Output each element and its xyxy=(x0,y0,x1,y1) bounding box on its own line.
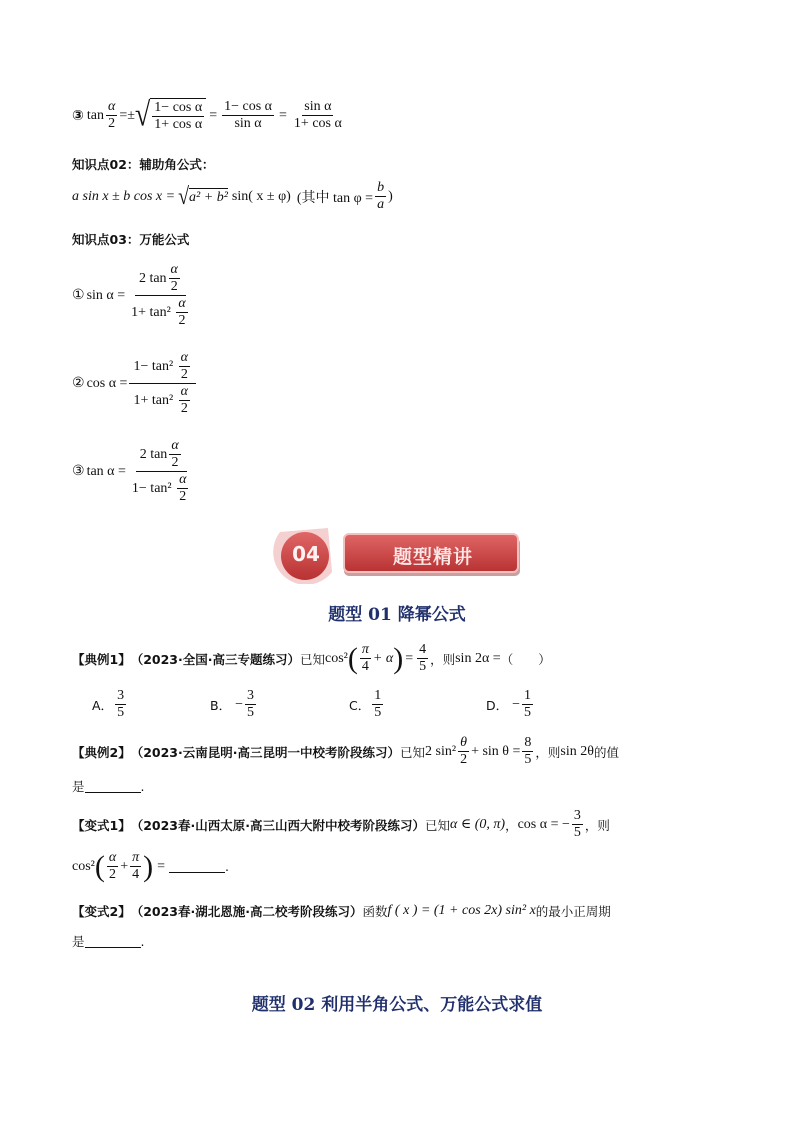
fraction-sin-over-1-plus-cos: $\frac{\text{sin α}}{\text{1+ cos α}}$ xyxy=(293,99,342,132)
big-fraction: 1− tan² $\frac{\alpha}{2}$ 1+ tan² $\frac{\alpha}{2}$ xyxy=(129,350,196,417)
formula-universal-tan: ③ tan α = 2 tan $\frac{\alpha}{2}$ 1− tan² $\frac{\alpha}{2}$ xyxy=(72,438,196,505)
variant-2-line2: 是 . xyxy=(72,933,145,949)
fraction-b-over-a: $\frac{b}{a}$ xyxy=(377,180,385,213)
example-2-tag: 【典例2】 xyxy=(72,744,131,760)
variant-1-line2: cos² ( $\frac{\alpha}{2}$ + $\frac{\pi}{4}$ ) = . xyxy=(72,849,230,883)
variant-1-tag: 【变式1】 xyxy=(72,817,131,833)
alpha-over-two: $\frac{\alpha}{2}$ xyxy=(107,99,116,132)
big-fraction: 2 tan $\frac{\alpha}{2}$ 1+ tan² $\frac{\alpha}{2}$ xyxy=(131,262,186,329)
variant-2: 【变式2】 （2023春·湖北恩施·高二校考阶段练习） 函数 f ( x ) = (1 + cos 2x) sin² x 的最小正周期 xyxy=(72,903,611,919)
variant-1: 【变式1】 （2023春·山西太原·高三山西大附中校考阶段练习） 已知 α ∈ (0, π) ， cos α = − $\frac{3}{5}$ ，则 xyxy=(72,808,610,841)
marker: ③ xyxy=(72,107,84,124)
banner-number: 04 xyxy=(292,542,320,566)
sqrt-expression: √ a² + b² xyxy=(178,183,228,210)
example-1-tag: 【典例1】 xyxy=(72,651,131,667)
formula-tan-half-angle: ③ tan $\frac{\alpha}{2}$ =± √ $\frac{\text{1− cos α}}{\text{1+ cos α}}$ = $\frac{\text{1− cos α}}{\text{sin α}}$ = $\frac{\text{sin α}}{\text{1+ cos α}}$ xyxy=(72,96,342,134)
option-c[interactable]: C． $\frac{1}{5}$ xyxy=(349,688,382,721)
tan-fn: tan xyxy=(86,107,104,123)
sqrt-icon: √ xyxy=(178,183,190,210)
example-1-source: （2023·全国·高三专题练习） xyxy=(130,651,300,667)
example-2-source: （2023·云南昆明·高三昆明一中校考阶段练习） xyxy=(130,744,400,760)
knowledge-point-03-label: 知识点03：万能公式 xyxy=(72,232,190,247)
variant-1-source: （2023春·山西太原·高三山西大附中校考阶段练习） xyxy=(130,817,425,833)
option-a[interactable]: A． $\frac{3}{5}$ xyxy=(92,688,125,721)
variant-2-source: （2023春·湖北恩施·高二校考阶段练习） xyxy=(130,904,363,919)
option-d[interactable]: D． − $\frac{1}{5}$ xyxy=(486,688,532,721)
variant-2-tag: 【变式2】 xyxy=(72,904,131,919)
type02-title: 题型 02 利用半角公式、万能公式求值 xyxy=(251,995,543,1015)
fraction-1-minus-cos-over-sin: $\frac{\text{1− cos α}}{\text{sin α}}$ xyxy=(224,99,273,132)
section-banner xyxy=(272,524,522,584)
big-fraction: 2 tan $\frac{\alpha}{2}$ 1− tan² $\frac{\alpha}{2}$ xyxy=(131,438,187,505)
answer-blank[interactable] xyxy=(85,935,141,948)
option-b[interactable]: B． − $\frac{3}{5}$ xyxy=(210,688,254,721)
example-1-options xyxy=(92,688,652,728)
type01-title: 题型 01 降幂公式 xyxy=(328,605,466,625)
example-2-line2: 是 . xyxy=(72,778,145,794)
knowledge-point-02-label: 知识点02：辅助角公式： xyxy=(72,157,215,172)
example-1: 【典例1】 （2023·全国·高三专题练习） 已知 cos² ( $\frac{\pi}{4}$ + α ) = $\frac{4}{5}$ ，则 sin 2α = （ ） xyxy=(72,641,551,675)
answer-blank[interactable] xyxy=(169,860,225,873)
sqrt-icon: √ xyxy=(134,96,151,134)
example-2: 【典例2】 （2023·云南昆明·高三昆明一中校考阶段练习） 已知 2 sin² $\frac{\theta}{2}$ + sin θ = $\frac{8}{5}$ ，则 sin 2θ 的值 xyxy=(72,735,619,768)
plus-minus: =± xyxy=(119,107,135,123)
formula-universal-sin: ① sin α = 2 tan $\frac{\alpha}{2}$ 1+ tan² $\frac{\alpha}{2}$ xyxy=(72,262,196,329)
formula-universal-cos: ② cos α = 1− tan² $\frac{\alpha}{2}$ 1+ tan² $\frac{\alpha}{2}$ xyxy=(72,350,198,417)
formula-auxiliary-angle: a sin x ± b cos x = √ a² + b² sin( x ± φ) (其中 tan φ = $\frac{b}{a}$ ) xyxy=(72,180,393,213)
banner-title: 题型精讲 xyxy=(392,546,473,568)
sqrt-expression: √ $\frac{\text{1− cos α}}{\text{1+ cos α}}$ xyxy=(135,98,206,133)
answer-blank[interactable] xyxy=(85,780,141,793)
